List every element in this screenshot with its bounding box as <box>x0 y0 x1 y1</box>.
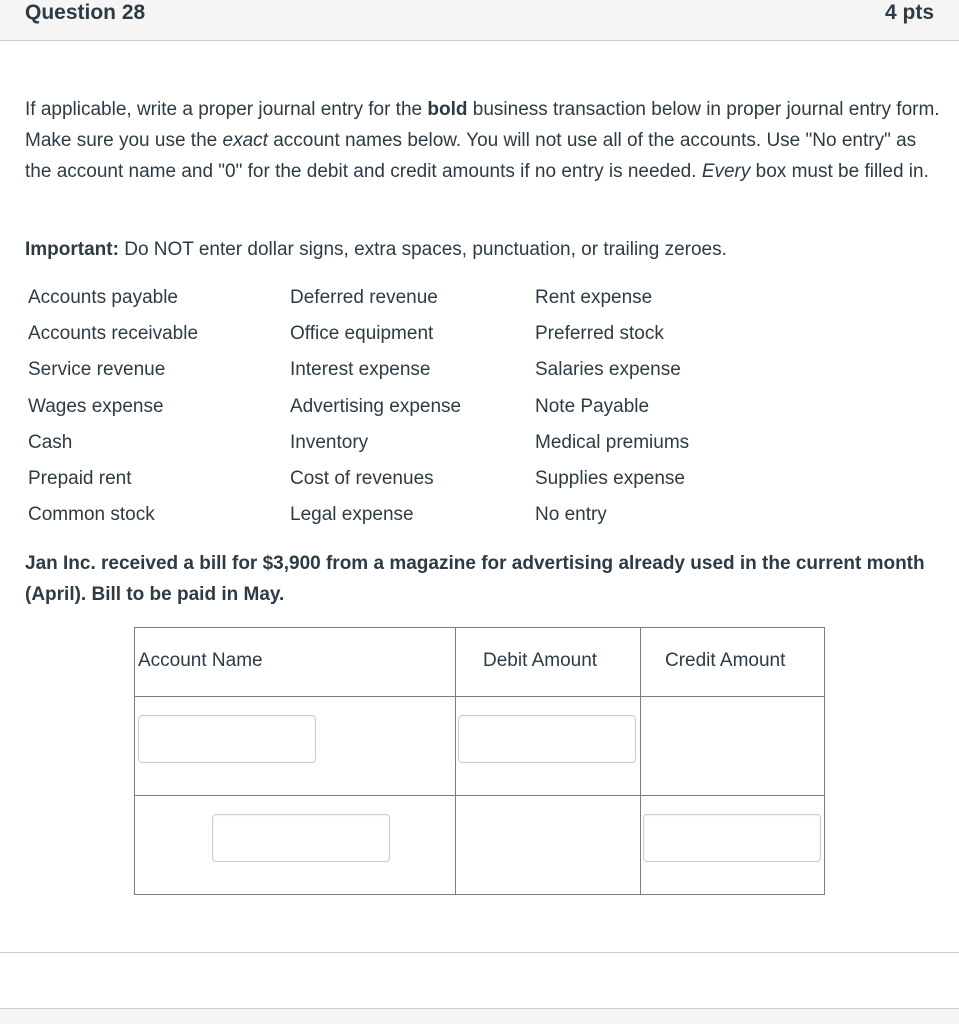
account-row <box>28 282 748 318</box>
account-name: Cash <box>28 431 73 453</box>
instructions-italic-word: exact <box>222 130 268 151</box>
column-divider <box>640 628 641 894</box>
instructions-text-a: If applicable, write a proper journal entry for the <box>25 99 428 120</box>
instructions-italic-word-2: Every <box>701 161 751 182</box>
question-header <box>0 0 959 41</box>
next-question-header <box>0 1008 959 1024</box>
account-name: Common stock <box>28 504 155 526</box>
important-text: Do NOT enter dollar signs, extra spaces, punctuation, or trailing zeroes. <box>118 239 727 260</box>
account-name: Preferred stock <box>535 323 664 345</box>
account-row <box>28 318 748 354</box>
account-name: Wages expense <box>28 395 164 417</box>
row-divider <box>135 795 824 796</box>
account-name: Inventory <box>290 431 369 453</box>
instructions-text-d: box must be filled in. <box>750 161 929 182</box>
account-name: Note Payable <box>535 395 650 417</box>
header-credit-amount: Credit Amount <box>665 650 786 671</box>
column-divider <box>455 628 456 894</box>
row-divider <box>135 696 824 697</box>
account-name: Salaries expense <box>535 359 681 381</box>
account-name: Interest expense <box>290 359 431 381</box>
journal-entry-table <box>134 627 825 895</box>
important-note <box>25 234 940 265</box>
account-row <box>28 391 748 427</box>
row2-credit-input[interactable] <box>643 814 821 862</box>
account-name: Legal expense <box>290 504 414 526</box>
header-debit-amount: Debit Amount <box>483 650 598 671</box>
account-name: Office equipment <box>290 323 434 345</box>
account-name: Service revenue <box>28 359 166 381</box>
header-account-name: Account Name <box>138 650 263 671</box>
row1-account-input[interactable] <box>138 715 316 763</box>
instructions-text-b: business transaction below in proper journal entry form. Make sure you use the <box>25 99 940 151</box>
account-name: Cost of revenues <box>290 467 434 489</box>
account-name: Prepaid rent <box>28 467 132 489</box>
instructions-bold-word: bold <box>427 99 468 120</box>
instructions-paragraph <box>25 94 940 187</box>
account-name: Deferred revenue <box>290 287 438 308</box>
account-row <box>28 463 748 499</box>
account-name: Accounts receivable <box>28 323 199 345</box>
account-name: Advertising expense <box>290 395 462 417</box>
account-name: No entry <box>535 504 607 526</box>
transaction-text: Jan Inc. received a bill for $3,900 from a magazine for advertising already used in the current month (April). Bill to be paid in May. <box>25 553 925 605</box>
account-name: Accounts payable <box>28 287 178 308</box>
instructions-text-c: account names below. You will not use all of the accounts. Use "No entry" as the account name and "0" for the debit and credit amounts if no entry is needed. <box>25 130 917 182</box>
account-names-list <box>28 282 748 535</box>
account-name: Rent expense <box>535 287 653 308</box>
important-label: Important: <box>25 239 119 260</box>
row2-account-input[interactable] <box>212 814 390 862</box>
account-name: Medical premiums <box>535 431 690 453</box>
account-row <box>28 354 748 390</box>
question-divider <box>0 952 959 953</box>
account-name: Supplies expense <box>535 467 685 489</box>
account-row <box>28 499 748 535</box>
account-row <box>28 427 748 463</box>
row1-debit-input[interactable] <box>458 715 636 763</box>
question-title: Question 28 <box>25 1 146 24</box>
question-points: 4 pts <box>884 1 934 24</box>
